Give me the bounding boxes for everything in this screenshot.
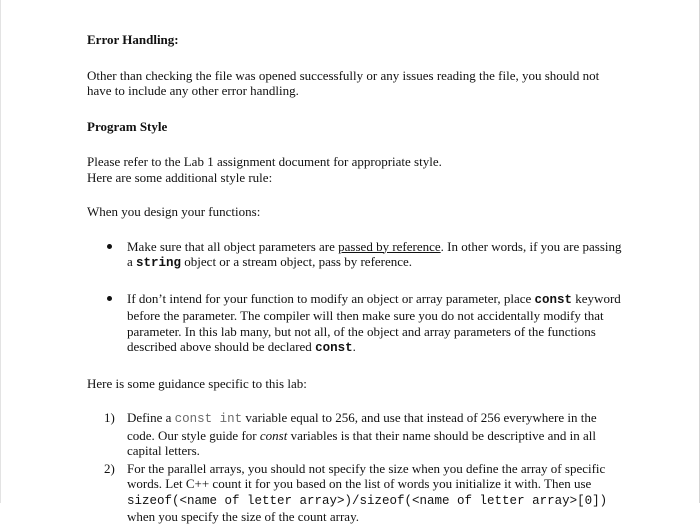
guidance-intro: Here is some guidance specific to this lab: bbox=[87, 375, 307, 391]
item2-text-pre: For the parallel arrays, you should not specify the size when you define the array of specific words. Let C++ count it for you based on the list of words you initialize it with. Then use bbox=[127, 460, 606, 491]
guidance-item-parallel-arrays bbox=[87, 461, 627, 525]
document-content bbox=[87, 32, 627, 525]
style-rules-line: Here are some additional style rule: bbox=[87, 169, 273, 185]
design-intro: When you design your functions: bbox=[87, 204, 261, 219]
guidance-numbered-list bbox=[87, 410, 627, 525]
item1-text-pre: Define a bbox=[127, 410, 175, 425]
item1-text-post: variables is that their name should be descriptive and in all capital letters. bbox=[127, 427, 596, 458]
bullet1-text-pre: Make sure that all object parameters are bbox=[127, 238, 339, 254]
design-bullet-list bbox=[87, 239, 627, 357]
string-code: string bbox=[136, 256, 182, 270]
list-number: 1) bbox=[104, 410, 115, 425]
bullet2-text-pre: If don’t intend for your function to modify an object or array parameter, place bbox=[127, 290, 535, 306]
bullet-icon bbox=[107, 244, 112, 249]
program-style-heading: Program Style bbox=[87, 118, 168, 134]
bullet-item-const-parameter bbox=[87, 291, 627, 357]
bullet2-text-post: . bbox=[352, 339, 356, 354]
error-handling-heading: Error Handling: bbox=[87, 32, 179, 47]
bullet1-text-post: object or a stream object, pass by reference. bbox=[181, 254, 413, 269]
item1-text-mid: variable equal to 256, and use that instead of 256 everywhere in the code. Our style guide for bbox=[127, 410, 597, 443]
style-reference-line: Please refer to the Lab 1 assignment document for appropriate style. bbox=[87, 154, 442, 169]
sizeof-code: sizeof(<name of letter array>)/sizeof(<name of letter array>[0]) bbox=[127, 493, 608, 508]
passed-by-reference-link[interactable]: passed by reference bbox=[338, 238, 441, 254]
const-code: const bbox=[534, 292, 573, 307]
const-code: const bbox=[315, 341, 353, 355]
const-int-code: const int bbox=[174, 412, 243, 426]
const-emphasis: const bbox=[259, 427, 288, 443]
bullet-item-pass-by-reference bbox=[87, 239, 627, 272]
bullet1-text-mid: . In other words, if you are passing a bbox=[127, 238, 622, 269]
guidance-item-const-int bbox=[87, 410, 627, 459]
bullet-icon bbox=[107, 296, 112, 301]
list-number: 2) bbox=[104, 460, 115, 476]
item2-text-post: when you specify the size of the count array. bbox=[127, 509, 359, 524]
bullet2-text-mid: keyword before the parameter. The compiler will then make sure you do not accidentally modify that parameter. In this lab many, but not all, of the object and array parameters of the functions described above should be declared bbox=[127, 290, 621, 354]
error-handling-paragraph: Other than checking the file was opened successfully or any issues reading the file, you should not have to include any other error handling. bbox=[87, 67, 600, 98]
